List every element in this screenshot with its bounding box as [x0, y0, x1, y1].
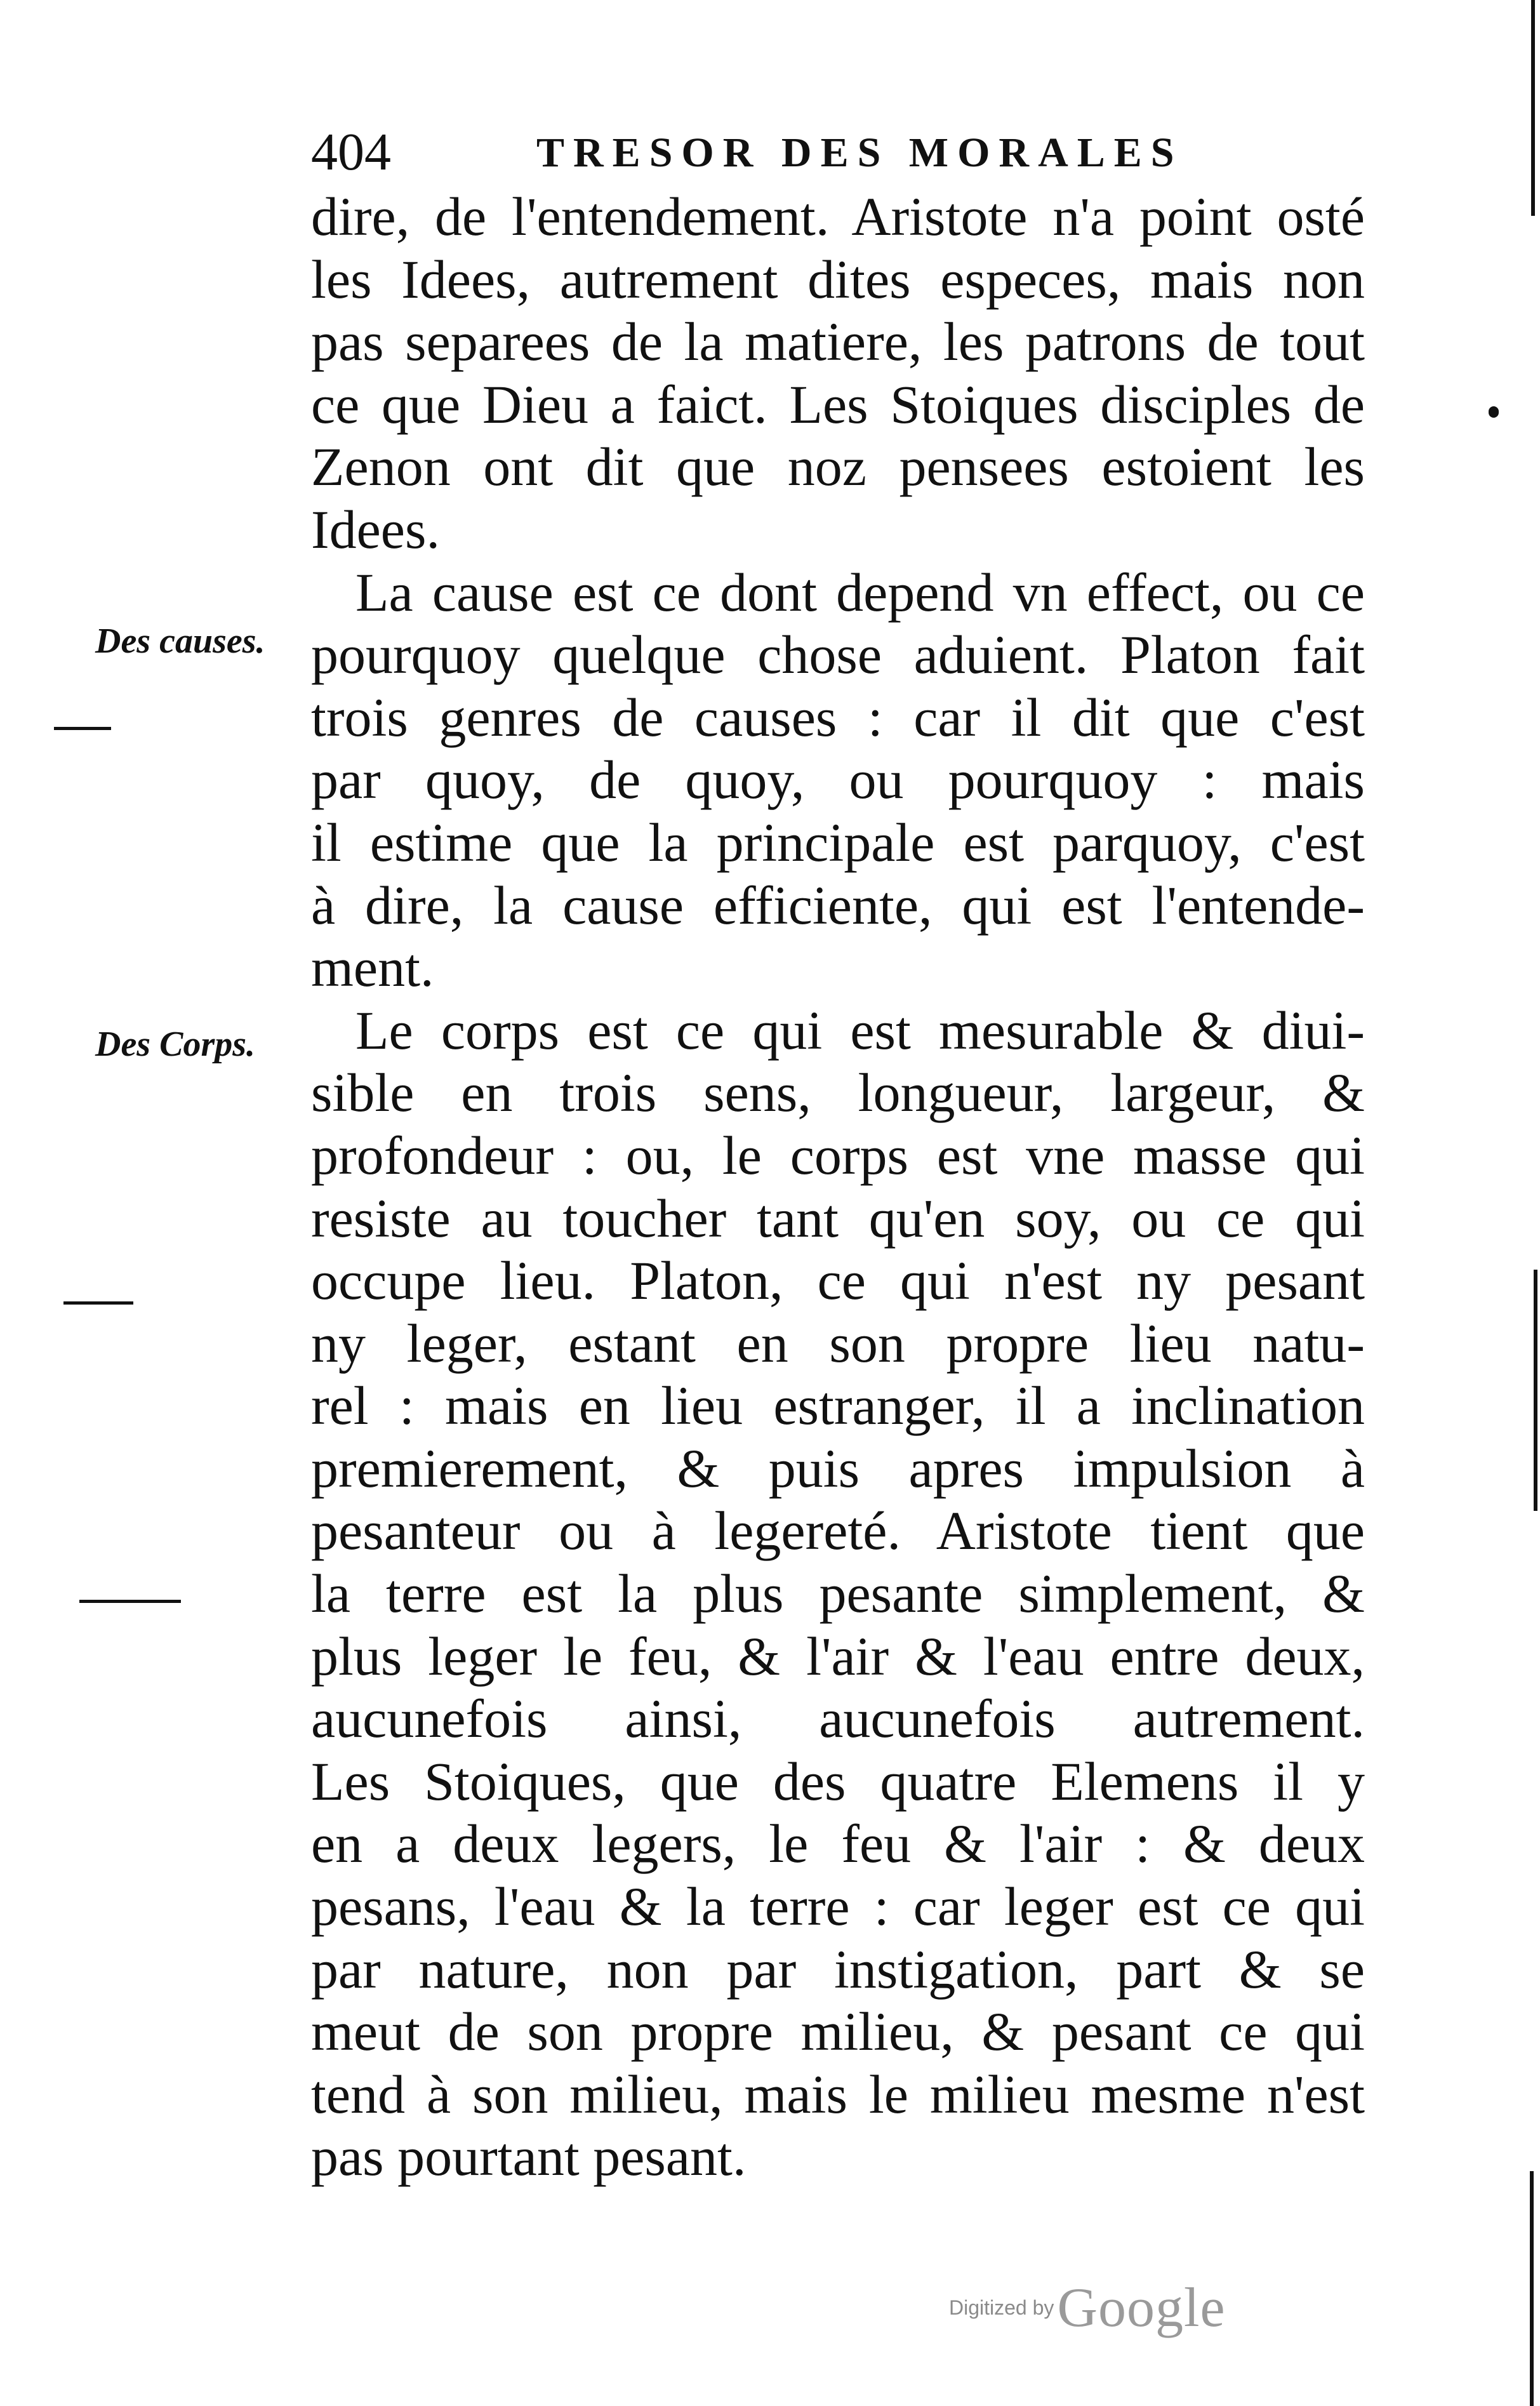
text-line: ce que Dieu a faict. Les Stoiques disciples de: [311, 373, 1365, 435]
text-line: sible en trois sens, longueur, largeur, &: [311, 1062, 1365, 1124]
text-line: Zenon ont dit que noz pensees estoient les: [311, 436, 1365, 498]
text-line: par quoy, de quoy, ou pourquoy : mais: [311, 749, 1365, 811]
text-line: aucunefois ainsi, aucunefois autrement.: [311, 1688, 1365, 1750]
text-line: Idees.: [311, 498, 440, 560]
running-header: [311, 121, 1352, 190]
text-line: pas pourtant pesant.: [311, 2126, 747, 2188]
digitized-by-google-watermark: [949, 2276, 1226, 2346]
text-line: pesanteur ou à legereté. Aristote tient que: [311, 1500, 1365, 1562]
google-logo: Google: [1057, 2277, 1226, 2339]
text-line: resiste au toucher tant qu'en soy, ou ce qui: [311, 1187, 1365, 1249]
page-edge-mark: [1530, 2171, 1534, 2406]
page-number: 404: [311, 123, 391, 182]
margin-rule: [54, 727, 111, 730]
text-line: ment.: [311, 937, 434, 999]
margin-rule: [79, 1600, 181, 1603]
text-line: profondeur : ou, le corps est vne masse qui: [311, 1124, 1365, 1186]
text-line: la terre est la plus pesante simplement, &: [311, 1563, 1365, 1625]
page-edge-mark: [1489, 406, 1499, 418]
text-line: dire, de l'entendement. Aristote n'a point osté: [311, 186, 1365, 247]
text-line: pesans, l'eau & la terre : car leger est ce qui: [311, 1876, 1365, 1937]
text-line: trois genres de causes : car il dit que c'est: [311, 686, 1365, 748]
text-line: occupe lieu. Platon, ce qui n'est ny pesant: [311, 1250, 1365, 1312]
body-text: [311, 185, 1365, 2188]
text-line: ny leger, estant en son propre lieu natu-: [311, 1312, 1365, 1374]
text-line: pas separees de la matiere, les patrons de tout: [311, 311, 1365, 373]
page-edge-mark: [1531, 0, 1535, 216]
text-line: pourquoy quelque chose aduient. Platon fait: [311, 624, 1365, 686]
text-line: tend à son milieu, mais le milieu mesme n'est: [311, 2063, 1365, 2125]
text-line: les Idees, autrement dites especes, mais non: [311, 248, 1365, 310]
text-line: rel : mais en lieu estranger, il a inclination: [311, 1375, 1365, 1437]
text-line: Le corps est ce qui est mesurable & diui-: [355, 999, 1365, 1061]
text-line: il estime que la principale est parquoy, c'est: [311, 811, 1365, 873]
text-line: plus leger le feu, & l'air & l'eau entre deux,: [311, 1625, 1365, 1687]
text-line: en a deux legers, le feu & l'air : & deux: [311, 1813, 1365, 1875]
text-line: par nature, non par instigation, part & se: [311, 1938, 1365, 2000]
margin-note-corps: Des Corps.: [95, 1025, 256, 1064]
page-edge-mark: [1534, 1270, 1537, 1511]
watermark-prefix: Digitized by: [949, 2296, 1054, 2319]
text-line: premierement, & puis apres impulsion à: [311, 1437, 1365, 1499]
margin-note-causes: Des causes.: [95, 621, 265, 661]
text-line: Les Stoiques, que des quatre Elemens il y: [311, 1750, 1365, 1812]
margin-rule: [63, 1301, 133, 1305]
text-line: La cause est ce dont depend vn effect, ou ce: [355, 561, 1365, 623]
text-line: meut de son propre milieu, & pesant ce qui: [311, 2001, 1365, 2063]
running-title: TRESOR DES MORALES: [536, 130, 1183, 176]
text-line: à dire, la cause efficiente, qui est l'entende-: [311, 874, 1365, 936]
